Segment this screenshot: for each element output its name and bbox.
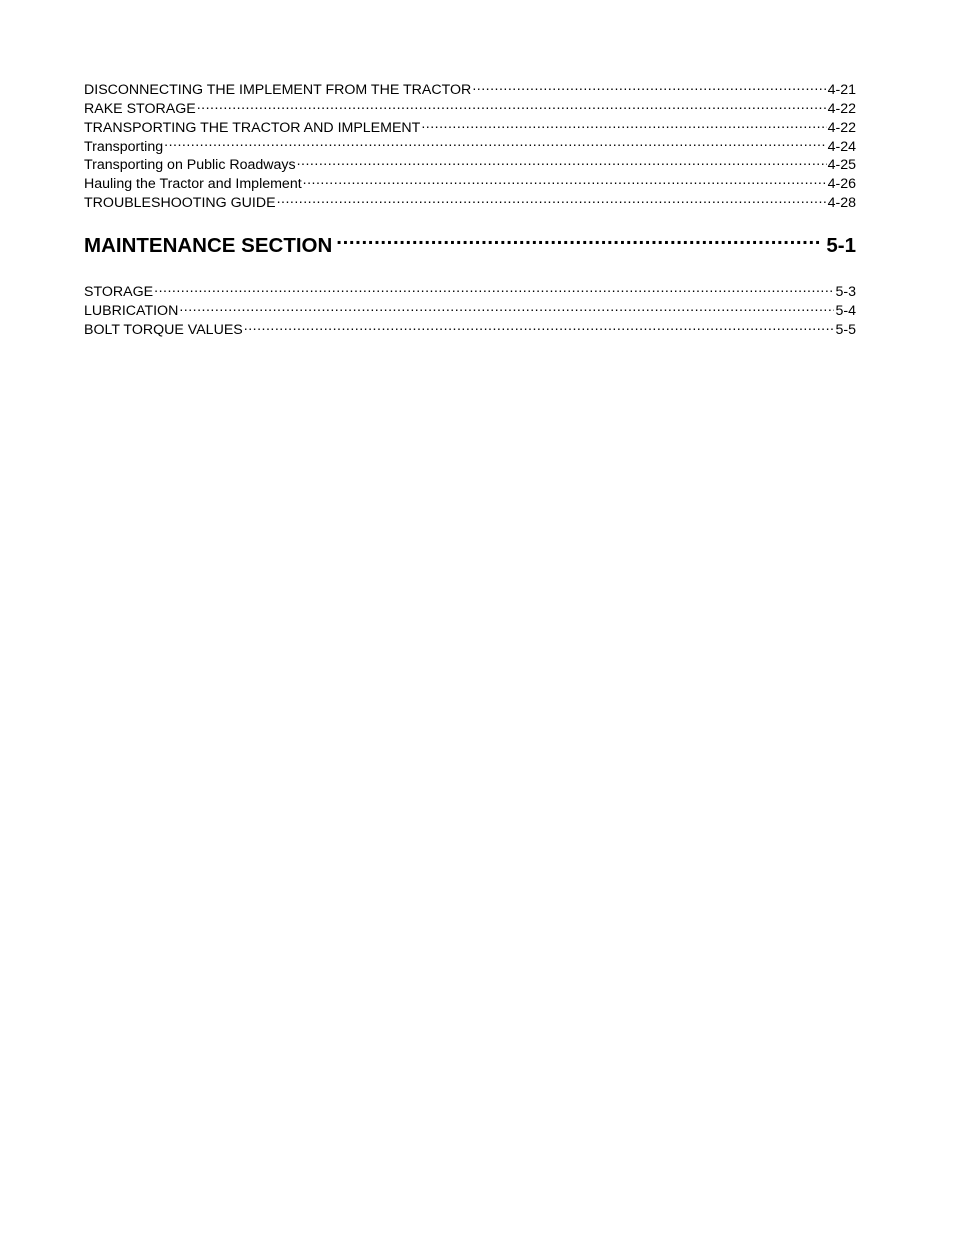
toc-entry-page: 5-4	[835, 302, 856, 319]
toc-entry-page: 4-22	[827, 100, 856, 117]
toc-entry-title: Transporting	[84, 138, 164, 155]
toc-entry[interactable]	[84, 155, 856, 174]
toc-entry-title: Transporting on Public Roadways	[84, 157, 296, 174]
toc-entry[interactable]	[84, 80, 856, 99]
dot-leader	[164, 136, 826, 150]
toc-entry-title: LUBRICATION	[84, 302, 179, 319]
dot-leader	[297, 155, 827, 169]
section-page: 5-1	[826, 233, 856, 257]
toc-entry-title: STORAGE	[84, 284, 154, 301]
toc-list-maintenance	[84, 282, 856, 338]
dot-leader	[303, 174, 827, 188]
toc-entry[interactable]	[84, 320, 856, 339]
toc-entry-title: TRANSPORTING THE TRACTOR AND IMPLEMENT	[84, 119, 421, 136]
toc-entry-page: 4-28	[827, 194, 856, 211]
section-heading-maintenance[interactable]	[84, 231, 856, 259]
dot-leader	[421, 118, 826, 132]
dot-leader	[179, 301, 834, 315]
toc-entry-page: 4-21	[827, 82, 856, 99]
toc-entry[interactable]	[84, 174, 856, 193]
toc-entry[interactable]	[84, 99, 856, 118]
toc-entry[interactable]	[84, 301, 856, 320]
toc-entry-page: 4-24	[827, 138, 856, 155]
toc-entry[interactable]	[84, 282, 856, 301]
section-title: MAINTENANCE SECTION	[84, 233, 333, 257]
toc-entry-page: 5-5	[835, 321, 856, 338]
dot-leader	[244, 320, 835, 334]
toc-entry-page: 5-3	[835, 284, 856, 301]
dot-leader	[197, 99, 827, 113]
toc-entry-page: 4-26	[827, 176, 856, 193]
toc-entry-title: TROUBLESHOOTING GUIDE	[84, 194, 276, 211]
toc-entry-page: 4-25	[827, 157, 856, 174]
toc-entry-title: RAKE STORAGE	[84, 100, 196, 117]
toc-entry[interactable]	[84, 193, 856, 212]
toc-entry-page: 4-22	[827, 119, 856, 136]
toc-entry[interactable]	[84, 136, 856, 155]
dot-leader	[277, 193, 827, 207]
toc-entry[interactable]	[84, 118, 856, 137]
dot-leader	[336, 231, 822, 252]
dot-leader	[154, 282, 834, 296]
toc-entry-title: DISCONNECTING THE IMPLEMENT FROM THE TRACTOR	[84, 82, 472, 99]
toc-list-operation	[84, 80, 856, 212]
dot-leader	[472, 80, 826, 94]
toc-entry-title: Hauling the Tractor and Implement	[84, 176, 302, 193]
toc-entry-title: BOLT TORQUE VALUES	[84, 321, 243, 338]
